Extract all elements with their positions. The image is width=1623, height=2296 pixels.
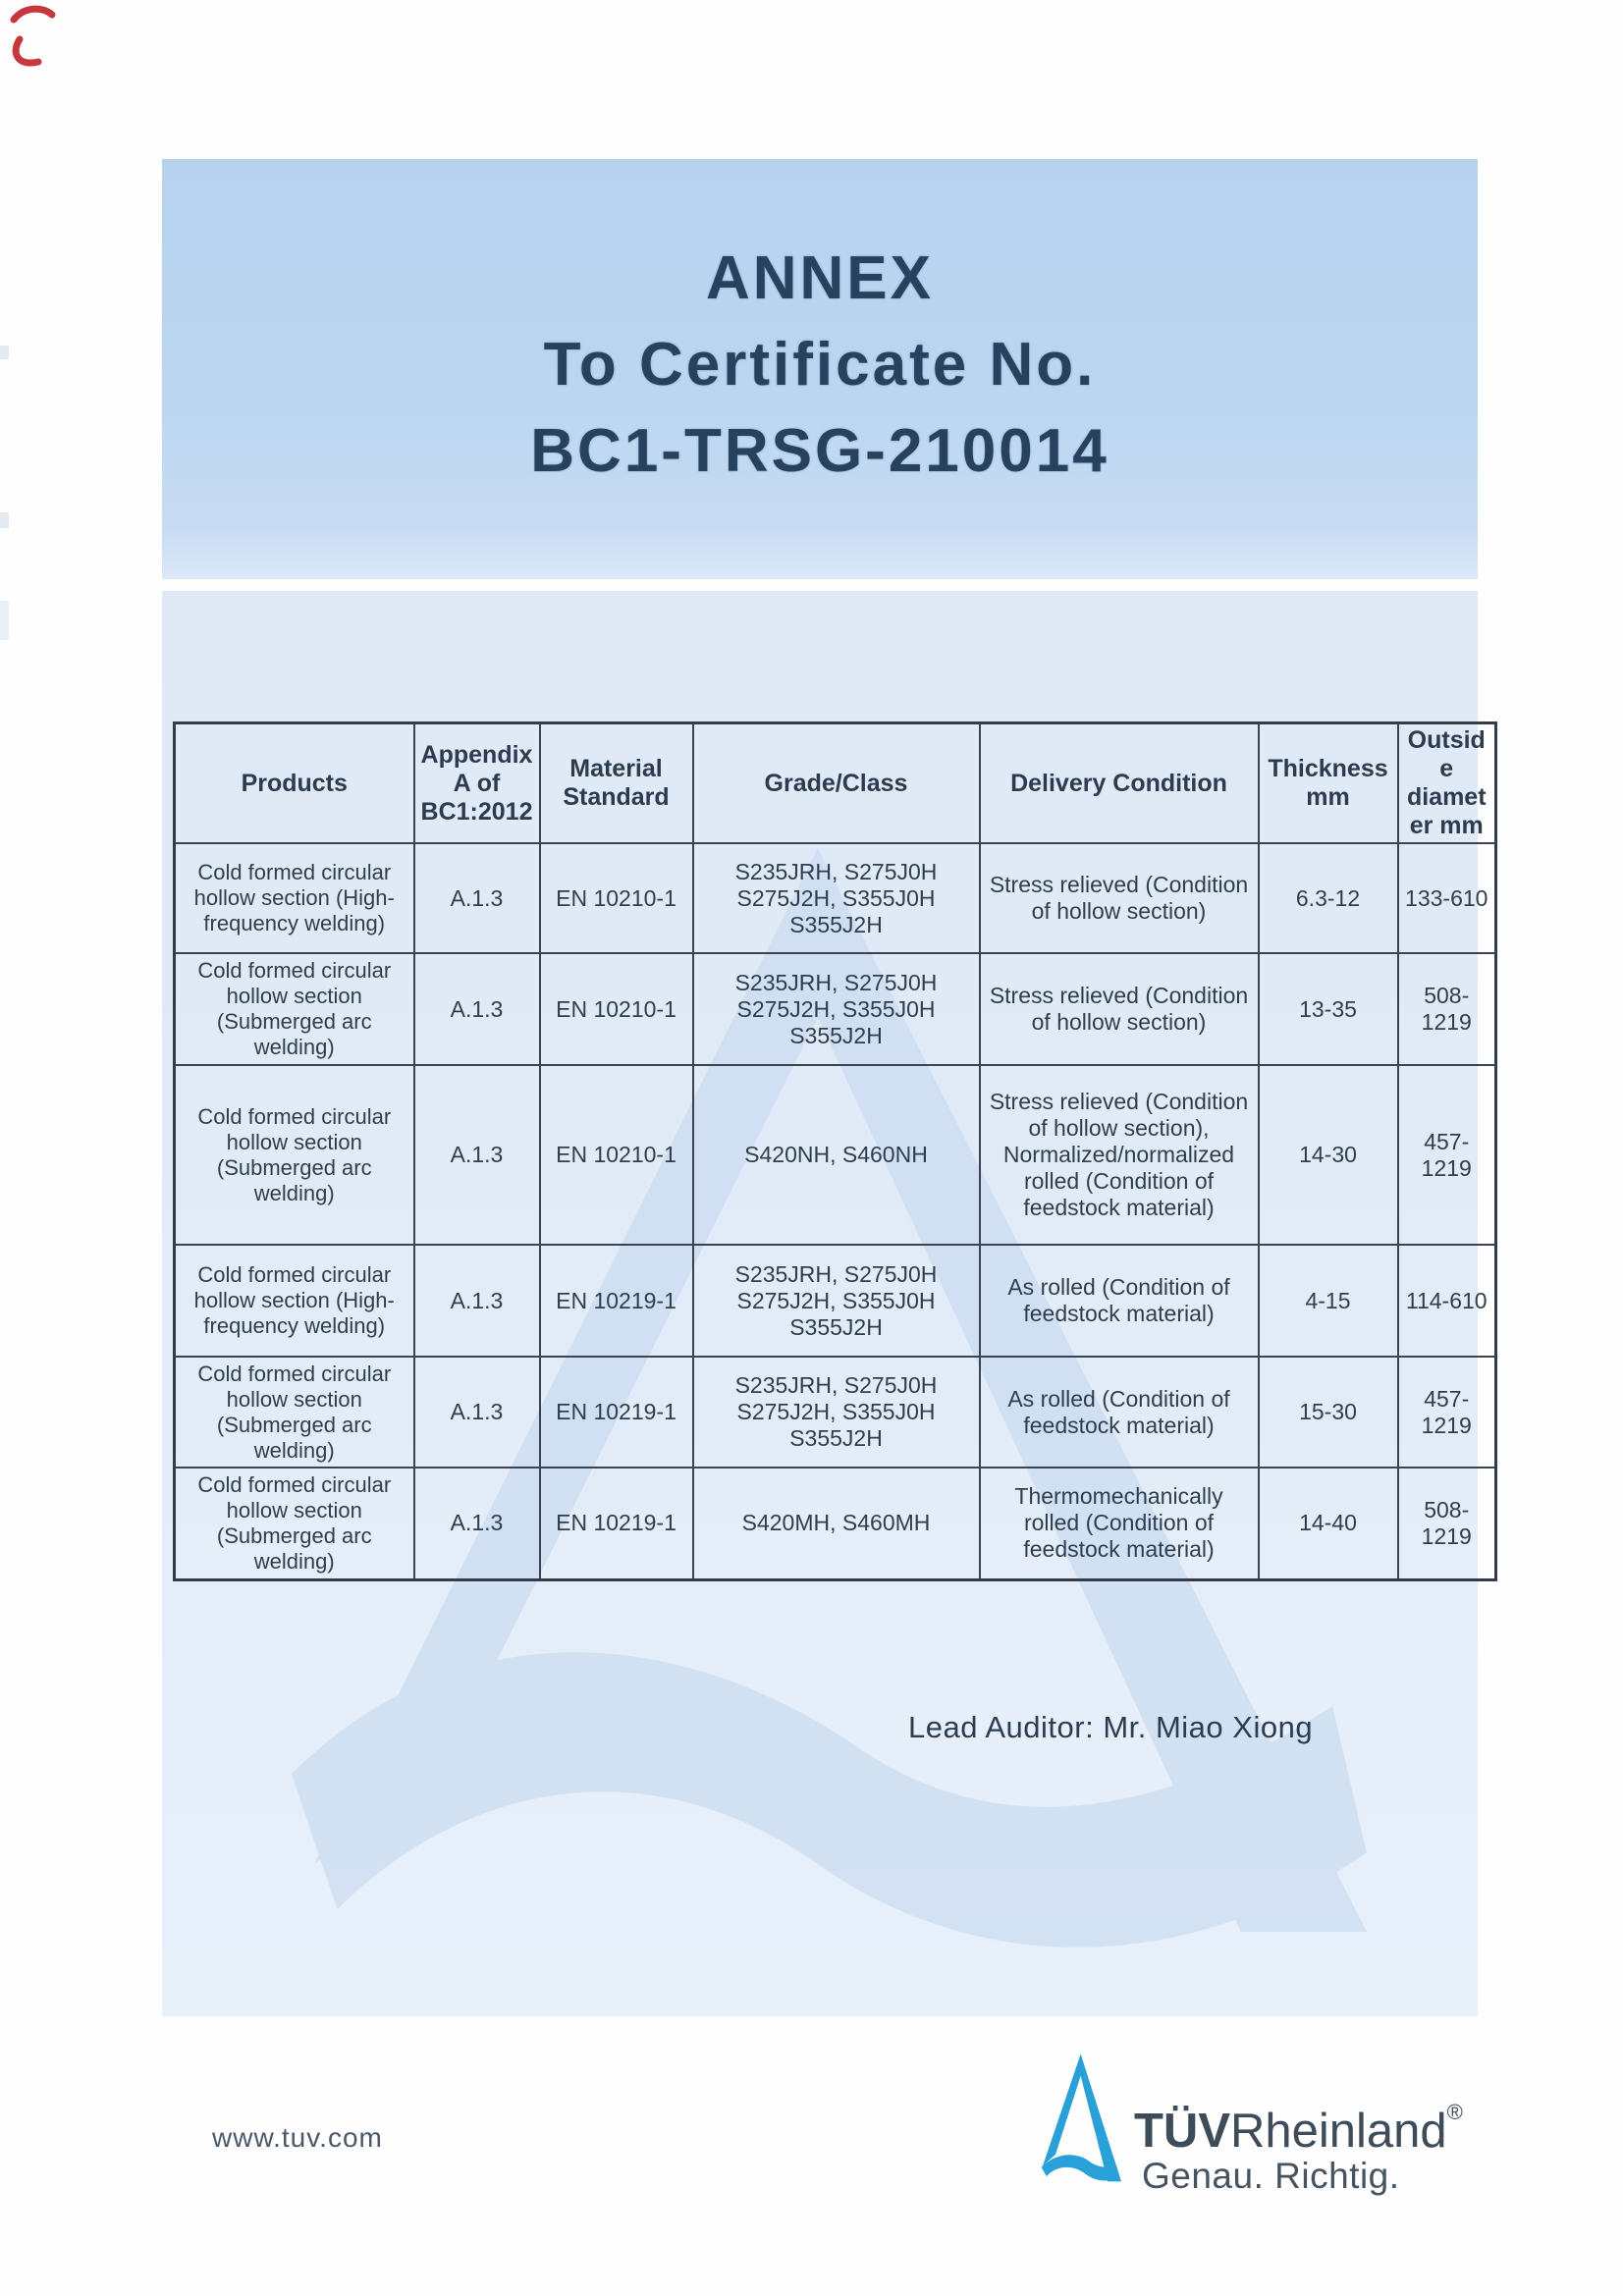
table-cell-grade-class: S235JRH, S275J0H S275J2H, S355J0H S355J2H [693,1245,980,1357]
table-row [175,843,1496,953]
column-header-material-standard: Material Standard [540,723,693,844]
scan-edge-artifact [0,512,9,528]
table-cell-outside-diameter: 133-610 [1398,843,1496,953]
table-cell-grade-class: S235JRH, S275J0H S275J2H, S355J0H S355J2H [693,843,980,953]
table-cell-product: Cold formed circular hollow section (Submerged arc welding) [175,953,414,1065]
table-cell-thickness: 15-30 [1259,1357,1398,1468]
title-line-to-certificate: To Certificate No. [543,331,1097,399]
certificate-annex-table [173,721,1497,1581]
table-cell-appendix: A.1.3 [414,1357,540,1468]
table-cell-delivery-condition: As rolled (Condition of feedstock material) [980,1245,1259,1357]
table-cell-product: Cold formed circular hollow section (Submerged arc welding) [175,1065,414,1245]
table-cell-outside-diameter: 457-1219 [1398,1357,1496,1468]
table-cell-thickness: 6.3-12 [1259,843,1398,953]
table-cell-thickness: 14-30 [1259,1065,1398,1245]
scan-edge-artifact [0,601,9,640]
brand-tagline: Genau. Richtig. [1142,2156,1400,2196]
table-cell-outside-diameter: 508-1219 [1398,953,1496,1065]
table-cell-outside-diameter: 114-610 [1398,1245,1496,1357]
certificate-title [162,236,1478,495]
table-cell-delivery-condition: As rolled (Condition of feedstock material) [980,1357,1259,1468]
table-cell-product: Cold formed circular hollow section (Submerged arc welding) [175,1468,414,1579]
column-header-grade-class: Grade/Class [693,723,980,844]
registered-trademark-symbol: ® [1446,2100,1463,2124]
table-cell-material-standard: EN 10219-1 [540,1245,693,1357]
column-header-products: Products [175,723,414,844]
tuv-rheinland-wordmark [1134,2087,1463,2157]
table-cell-grade-class: S235JRH, S275J0H S275J2H, S355J0H S355J2H [693,1357,980,1468]
table-row [175,1245,1496,1357]
brand-rheinland: Rheinland [1230,2105,1447,2158]
table-cell-appendix: A.1.3 [414,1065,540,1245]
table-cell-material-standard: EN 10219-1 [540,1357,693,1468]
table-row [175,1065,1496,1245]
title-line-annex: ANNEX [705,244,935,312]
scan-pen-marks [8,4,77,80]
table-cell-material-standard: EN 10210-1 [540,1065,693,1245]
table-cell-thickness: 4-15 [1259,1245,1398,1357]
table-cell-product: Cold formed circular hollow section (High-frequency welding) [175,1245,414,1357]
table-cell-material-standard: EN 10210-1 [540,843,693,953]
table-cell-appendix: A.1.3 [414,843,540,953]
table-cell-appendix: A.1.3 [414,953,540,1065]
table-header-row [175,723,1496,844]
table-cell-delivery-condition: Thermomechanically rolled (Condition of feedstock material) [980,1468,1259,1579]
column-header-thickness: Thickness mm [1259,723,1398,844]
table-cell-delivery-condition: Stress relieved (Condition of hollow section) [980,953,1259,1065]
column-header-outside-diameter: Outside diameter mm [1398,723,1496,844]
title-line-certificate-number: BC1-TRSG-210014 [530,417,1109,485]
table-cell-delivery-condition: Stress relieved (Condition of hollow section), Normalized/normalized rolled (Condition of feedstock material) [980,1065,1259,1245]
lead-auditor-note: Lead Auditor: Mr. Miao Xiong [908,1710,1314,1744]
tuv-website-text: www.tuv.com [212,2122,383,2153]
table-cell-grade-class: S420NH, S460NH [693,1065,980,1245]
column-header-delivery-condition: Delivery Condition [980,723,1259,844]
table-cell-outside-diameter: 457-1219 [1398,1065,1496,1245]
table-row [175,953,1496,1065]
table-cell-product: Cold formed circular hollow section (Submerged arc welding) [175,1357,414,1468]
table-cell-thickness: 13-35 [1259,953,1398,1065]
brand-tuv: TÜV [1134,2105,1230,2158]
table-cell-appendix: A.1.3 [414,1245,540,1357]
table-cell-appendix: A.1.3 [414,1468,540,1579]
column-header-appendix: Appendix A of BC1:2012 [414,723,540,844]
table-cell-material-standard: EN 10210-1 [540,953,693,1065]
tuv-rheinland-logo-icon [1039,2054,1121,2183]
scan-edge-artifact [0,346,9,359]
table-cell-delivery-condition: Stress relieved (Condition of hollow section) [980,843,1259,953]
table-cell-thickness: 14-40 [1259,1468,1398,1579]
table-row [175,1468,1496,1579]
table-row [175,1357,1496,1468]
table-cell-outside-diameter: 508-1219 [1398,1468,1496,1579]
table-cell-grade-class: S235JRH, S275J0H S275J2H, S355J0H S355J2H [693,953,980,1065]
table-cell-product: Cold formed circular hollow section (High-frequency welding) [175,843,414,953]
table-cell-grade-class: S420MH, S460MH [693,1468,980,1579]
header-panel [162,159,1478,579]
table-cell-material-standard: EN 10219-1 [540,1468,693,1579]
